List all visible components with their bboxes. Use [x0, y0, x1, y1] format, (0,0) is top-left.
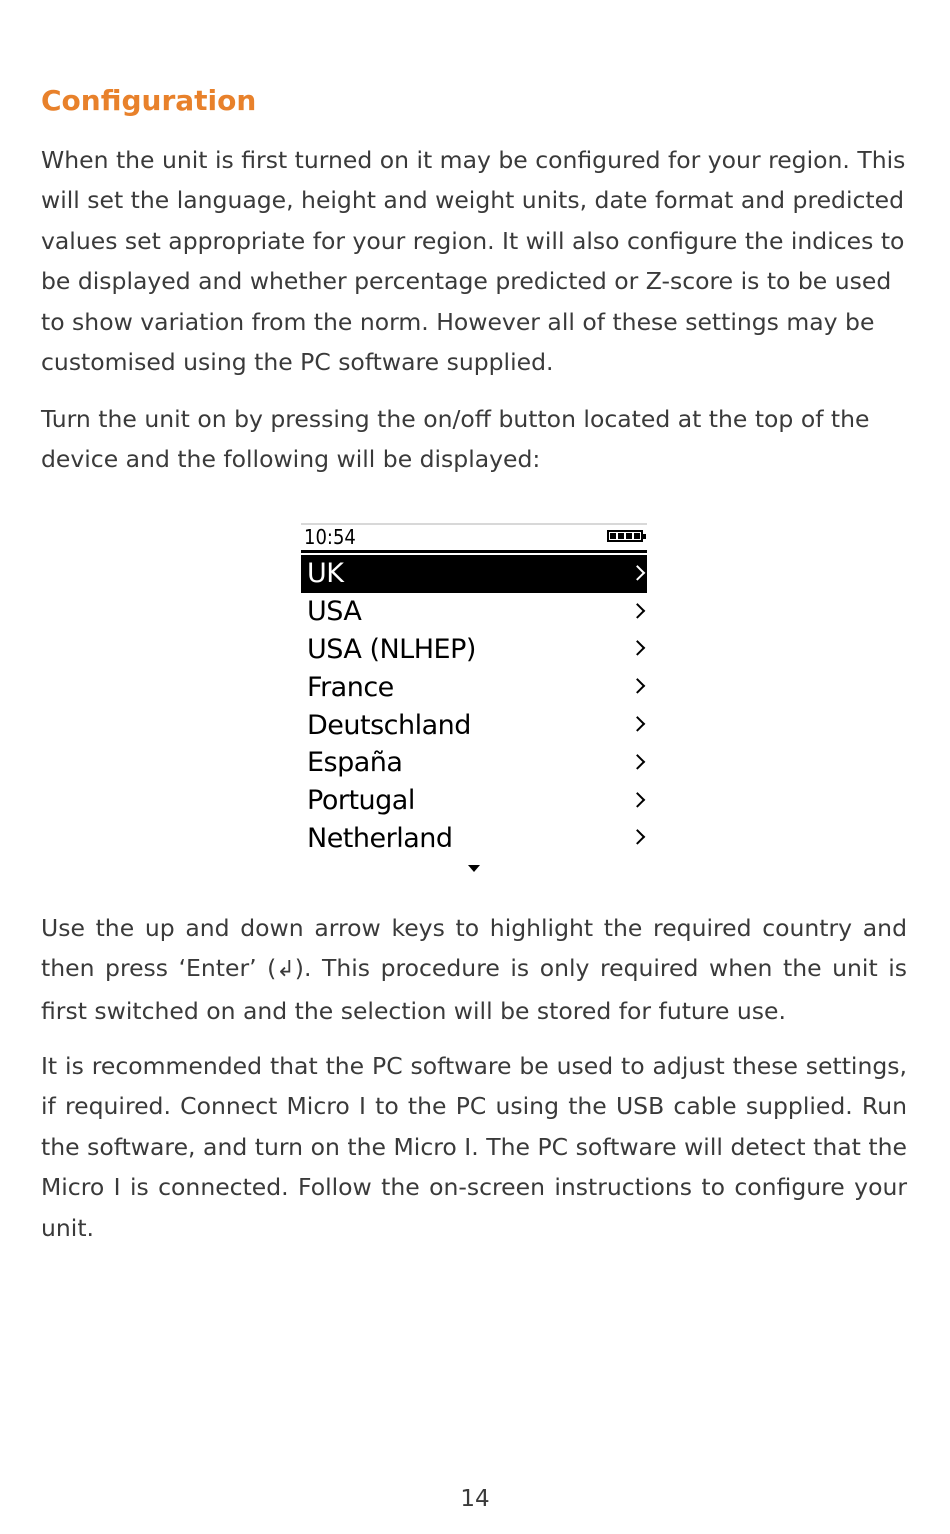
country-label: Deutschland — [307, 709, 471, 741]
country-label: Netherland — [307, 822, 453, 854]
chevron-right-icon — [630, 678, 646, 694]
chevron-right-icon — [630, 641, 646, 657]
power-on-paragraph: Turn the unit on by pressing the on/off button located at the top of the device and the following will be displayed: — [41, 405, 870, 474]
status-bar-divider — [301, 550, 647, 553]
selection-paragraph — [41, 908, 907, 1031]
country-menu-item[interactable] — [301, 744, 647, 782]
country-menu-item[interactable] — [301, 706, 647, 744]
device-screen — [301, 523, 647, 875]
intro-paragraph: When the unit is first turned on it may be configured for your region. This will set the language, height and weight units, date format and predicted values set appropriate for your region. It will also configure the indices to be displayed and whether percentage predicted or Z-score is to be used to show variation from the norm. However all of these settings may be customised using the PC software supplied. — [41, 146, 906, 377]
clock-readout: 10:54 — [304, 525, 356, 549]
country-menu-item[interactable] — [301, 820, 647, 858]
country-label: UK — [307, 558, 344, 590]
country-menu-item[interactable] — [301, 782, 647, 820]
battery-icon — [607, 530, 643, 542]
country-label: Portugal — [307, 785, 415, 817]
country-label: España — [307, 747, 403, 779]
chevron-right-icon — [630, 830, 646, 846]
chevron-right-icon — [630, 792, 646, 808]
country-label: USA — [307, 596, 362, 628]
country-menu-item[interactable] — [301, 668, 647, 706]
scroll-down-icon — [468, 865, 480, 872]
country-menu-item[interactable] — [301, 631, 647, 669]
country-label: USA (NLHEP) — [307, 633, 476, 665]
selection-text-end: ). This procedure is only required when the unit is first switched on and the selection will be stored for future use. — [41, 954, 908, 1025]
country-menu-item[interactable] — [301, 593, 647, 631]
country-label: France — [307, 671, 394, 703]
pc-software-paragraph: It is recommended that the PC software be used to adjust these settings, if required. Connect Micro I to the PC using the USB cable supplied. Run the software, and turn on the Micro I. The PC software will detect that the Micro I is connected. Follow the on-screen instructions to configure your unit. — [41, 1052, 907, 1242]
chevron-right-icon — [630, 565, 646, 581]
page-number: 14 — [460, 1486, 490, 1512]
chevron-right-icon — [630, 603, 646, 619]
country-menu — [301, 555, 647, 857]
enter-key-icon: ↲ — [276, 957, 295, 983]
section-heading: Configuration — [41, 84, 257, 117]
chevron-right-icon — [630, 716, 646, 732]
chevron-right-icon — [630, 754, 646, 770]
battery-tip — [643, 534, 646, 539]
country-menu-item[interactable] — [301, 555, 647, 593]
selection-text-start: Use the up and down arrow keys to highlight the required country and then press ‘Enter’ ( — [41, 914, 907, 983]
